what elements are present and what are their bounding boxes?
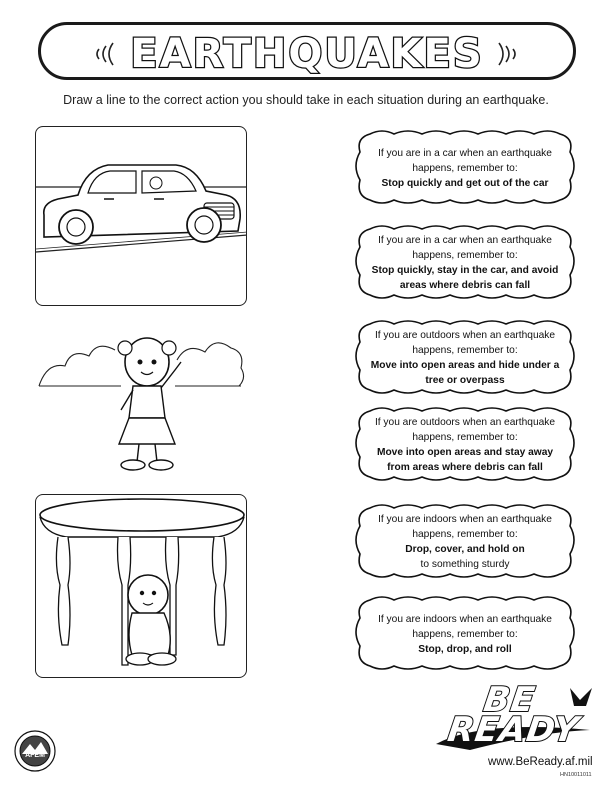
- action-option-3[interactable]: [352, 318, 578, 396]
- shake-lines-right-icon: [493, 39, 527, 69]
- action-1-situation: If you are in a car when an earthquake: [378, 148, 552, 159]
- action-option-6[interactable]: [352, 594, 578, 672]
- action-4-situation: If you are outdoors when an earthquake: [374, 417, 556, 428]
- be-ready-logo: [430, 680, 600, 756]
- action-3-response: Move into open areas and hide under a: [370, 360, 560, 371]
- action-option-2[interactable]: [352, 223, 578, 301]
- action-option-4[interactable]: [352, 405, 578, 483]
- action-6-response: Stop, drop, and roll: [418, 644, 512, 655]
- action-2-reminder: happens, remember to:: [412, 250, 518, 261]
- action-option-5[interactable]: [352, 502, 578, 580]
- action-5-reminder: happens, remember to:: [412, 529, 518, 540]
- footer-url[interactable]: www.BeReady.af.mil: [488, 756, 593, 768]
- instructions-text: Draw a line to the correct action you should take in each situation during an earthquake.: [63, 93, 549, 107]
- action-4-reminder: happens, remember to:: [412, 432, 518, 443]
- action-2-response: Stop quickly, stay in the car, and avoid: [371, 265, 559, 276]
- afem-logo: [14, 730, 56, 772]
- logo-be: BE: [481, 680, 538, 720]
- action-3-situation: If you are outdoors when an earthquake: [374, 330, 556, 341]
- action-5-situation: If you are indoors when an earthquake: [378, 514, 552, 525]
- footer-code: HN10011011: [560, 772, 592, 778]
- action-5-response-cont: to something sturdy: [420, 559, 510, 570]
- action-1-reminder: happens, remember to:: [412, 163, 518, 174]
- action-2-situation: If you are in a car when an earthquake: [378, 235, 552, 246]
- action-4-response-cont: from areas where debris can fall: [387, 462, 543, 473]
- action-option-1[interactable]: [352, 128, 578, 206]
- action-2-response-cont: areas where debris can fall: [399, 280, 531, 291]
- page-title: EARTHQUAKES: [130, 31, 484, 77]
- car-scene-frame: [35, 126, 247, 306]
- action-6-reminder: happens, remember to:: [412, 629, 518, 640]
- action-1-response: Stop quickly and get out of the car: [381, 178, 549, 189]
- action-4-response: Move into open areas and stay away: [376, 447, 554, 458]
- action-5-response: Drop, cover, and hold on: [405, 544, 525, 555]
- action-3-reminder: happens, remember to:: [412, 345, 518, 356]
- action-6-situation: If you are indoors when an earthquake: [378, 614, 552, 625]
- car-scene-illustration: [36, 127, 247, 306]
- girl-outdoors-frame: [35, 322, 247, 478]
- logo-ready: READY: [445, 710, 582, 750]
- title-banner: [38, 22, 576, 80]
- action-3-response-cont: tree or overpass: [425, 375, 505, 386]
- girl-outdoors-illustration: [35, 322, 247, 478]
- boy-under-table-frame: [35, 494, 247, 678]
- boy-under-table-illustration: [36, 495, 247, 678]
- afem-label: AFEM: [25, 752, 45, 759]
- afem-seal-icon: [14, 730, 56, 772]
